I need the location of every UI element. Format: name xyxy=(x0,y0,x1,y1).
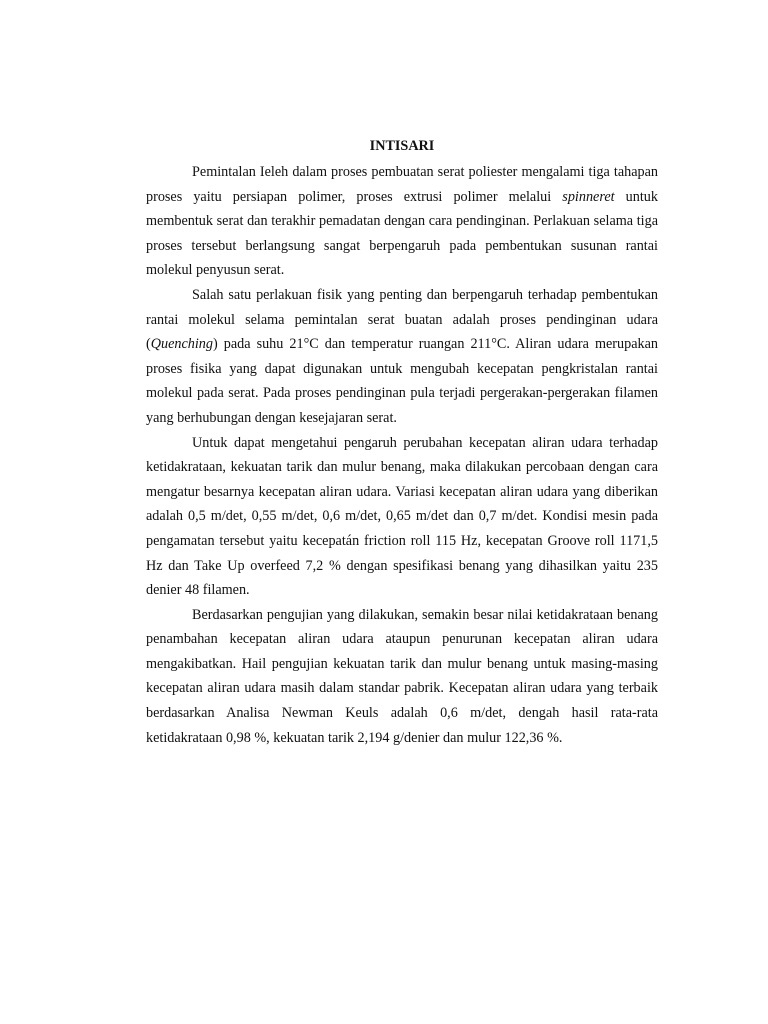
italic-term-spinneret: spinneret xyxy=(562,188,615,205)
paragraph-4 xyxy=(146,603,658,751)
paragraph-2 xyxy=(146,283,658,431)
paragraph-text: Salah satu perlakuan fisik yang penting dan berpengaruh terhadap pembentukan rantai molekul selama pemintalan serat buatan adalah proses pendinginan udara ( xyxy=(146,286,658,353)
italic-term-quenching: Quenching xyxy=(150,336,213,353)
page-title: INTISARI xyxy=(369,138,435,154)
paragraph-text: Berdasarkan pengujian yang dilakukan, semakin besar nilai ketidakrataan benang penambahan kecepatan aliran udara ataupun penurunan kecepatan aliran udara mengakibatkan. Hail pengujian kekuatan tarik dan mulur benang untuk masing-masing kecepatan aliran udara masih dalam standar pabrik. Kecepatan aliran udara yang terbaik berdasarkan Analisa Newman Keuls adalah 0,6 m/det, dengah hasil rata-rata ketidakrataan 0,98 %, kekuatan tarik 2,194 g/denier dan mulur 122,36 %. xyxy=(146,606,658,746)
paragraph-text: Untuk dapat mengetahui pengaruh perubahan kecepatan aliran udara terhadap ketidakrataan, kekuatan tarik dan mulur benang, maka dilakukan percobaan dengan cara mengatur besarnya kecepatan aliran udara. Variasi kecepatan aliran udara yang diberikan adalah 0,5 m/det, 0,55 m/det, 0,6 m/det, 0,65 m/det dan 0,7 m/det. Kondisi mesin pada pengamatan tersebut yaitu kecepatán friction roll 115 Hz, kecepatan Groove roll 1171,5 Hz dan Take Up overfeed 7,2 % dengan spesifikasi benang yang dihasilkan yaitu 235 denier 48 filamen. xyxy=(146,434,658,599)
paragraph-3 xyxy=(146,431,658,603)
paragraph-text: untuk membentuk serat dan terakhir pemadatan dengan cara pendinginan. Perlakuan selama tiga proses tersebut berlangsung sangat berpengaruh pada pembentukan susunan rantai molekul penyusun serat. xyxy=(146,188,658,279)
paragraph-1 xyxy=(146,160,658,283)
paragraph-text: ) pada suhu 21°C dan temperatur ruangan 211°C. Aliran udara merupakan proses fisika yang dapat digunakan untuk mengubah kecepatan pengkristalan rantai molekul pada serat. Pada proses pendinginan pula terjadi pergerakan-pergerakan filamen yang berhubungan dengan kesejajaran serat. xyxy=(146,336,658,426)
document-page xyxy=(146,136,658,750)
paragraph-text: Pemintalan Ieleh dalam proses pembuatan serat poliester mengalami tiga tahapan proses yaitu persiapan polimer, proses extrusi polimer melalui xyxy=(146,164,658,205)
